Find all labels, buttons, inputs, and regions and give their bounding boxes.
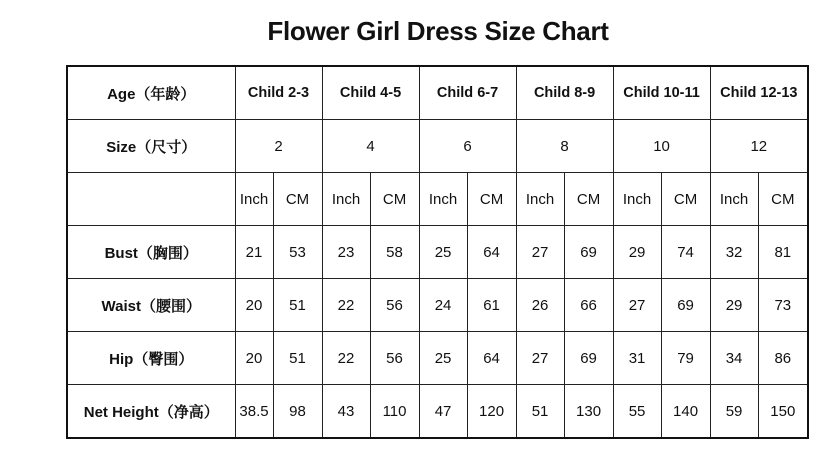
measurement-row <box>67 279 808 332</box>
value-inch: 43 <box>322 385 370 439</box>
value-inch: 59 <box>710 385 758 439</box>
chart-title: Flower Girl Dress Size Chart <box>267 16 609 46</box>
value-cm: 51 <box>273 279 322 332</box>
value-cm: 81 <box>758 226 808 279</box>
value-inch: 31 <box>613 332 661 385</box>
value-inch: 47 <box>419 385 467 439</box>
value-cm: 120 <box>467 385 516 439</box>
measurement-row <box>67 226 808 279</box>
value-cm: 150 <box>758 385 808 439</box>
unit-cm: CM <box>467 173 516 226</box>
value-cm: 86 <box>758 332 808 385</box>
value-inch: 25 <box>419 332 467 385</box>
value-cm: 74 <box>661 226 710 279</box>
value-inch: 34 <box>710 332 758 385</box>
value-cm: 64 <box>467 332 516 385</box>
row-label: Bust（胸围） <box>67 226 235 279</box>
value-inch: 29 <box>613 226 661 279</box>
unit-cm: CM <box>273 173 322 226</box>
value-cm: 58 <box>370 226 419 279</box>
value-inch: 32 <box>710 226 758 279</box>
age-row <box>67 66 808 120</box>
value-cm: 98 <box>273 385 322 439</box>
value-cm: 66 <box>564 279 613 332</box>
value-cm: 140 <box>661 385 710 439</box>
age-header: Child 12-13 <box>710 66 808 120</box>
value-inch: 55 <box>613 385 661 439</box>
measurement-row <box>67 385 808 439</box>
measurement-rows <box>67 226 808 439</box>
unit-cm: CM <box>564 173 613 226</box>
value-inch: 38.5 <box>235 385 273 439</box>
value-inch: 23 <box>322 226 370 279</box>
value-cm: 79 <box>661 332 710 385</box>
value-cm: 110 <box>370 385 419 439</box>
value-inch: 22 <box>322 332 370 385</box>
row-label: Waist（腰围） <box>67 279 235 332</box>
age-header: Child 8-9 <box>516 66 613 120</box>
age-label: Age（年龄） <box>67 66 235 120</box>
size-value: 4 <box>322 120 419 173</box>
value-inch: 25 <box>419 226 467 279</box>
value-inch: 29 <box>710 279 758 332</box>
value-inch: 51 <box>516 385 564 439</box>
value-inch: 24 <box>419 279 467 332</box>
size-label: Size（尺寸） <box>67 120 235 173</box>
age-header: Child 6-7 <box>419 66 516 120</box>
unit-inch: Inch <box>419 173 467 226</box>
value-cm: 56 <box>370 279 419 332</box>
value-inch: 20 <box>235 332 273 385</box>
row-label: Hip（臀围） <box>67 332 235 385</box>
value-inch: 27 <box>613 279 661 332</box>
row-label: Net Height（净高） <box>67 385 235 439</box>
value-inch: 27 <box>516 332 564 385</box>
unit-cm: CM <box>370 173 419 226</box>
size-value: 10 <box>613 120 710 173</box>
unit-cm: CM <box>758 173 808 226</box>
value-cm: 73 <box>758 279 808 332</box>
value-cm: 130 <box>564 385 613 439</box>
value-cm: 69 <box>564 332 613 385</box>
value-cm: 53 <box>273 226 322 279</box>
value-inch: 21 <box>235 226 273 279</box>
unit-row <box>67 173 808 226</box>
value-cm: 69 <box>661 279 710 332</box>
unit-row-blank <box>67 173 235 226</box>
measurement-row <box>67 332 808 385</box>
size-value: 6 <box>419 120 516 173</box>
value-cm: 64 <box>467 226 516 279</box>
age-header: Child 4-5 <box>322 66 419 120</box>
unit-inch: Inch <box>613 173 661 226</box>
value-cm: 51 <box>273 332 322 385</box>
value-cm: 69 <box>564 226 613 279</box>
size-value: 12 <box>710 120 808 173</box>
unit-inch: Inch <box>516 173 564 226</box>
size-chart-table <box>66 65 809 439</box>
value-inch: 20 <box>235 279 273 332</box>
age-header: Child 10-11 <box>613 66 710 120</box>
value-cm: 56 <box>370 332 419 385</box>
size-value: 8 <box>516 120 613 173</box>
age-header: Child 2-3 <box>235 66 322 120</box>
unit-inch: Inch <box>322 173 370 226</box>
value-inch: 22 <box>322 279 370 332</box>
size-row <box>67 120 808 173</box>
size-value: 2 <box>235 120 322 173</box>
unit-cm: CM <box>661 173 710 226</box>
value-inch: 27 <box>516 226 564 279</box>
value-cm: 61 <box>467 279 516 332</box>
unit-inch: Inch <box>710 173 758 226</box>
unit-inch: Inch <box>235 173 273 226</box>
value-inch: 26 <box>516 279 564 332</box>
